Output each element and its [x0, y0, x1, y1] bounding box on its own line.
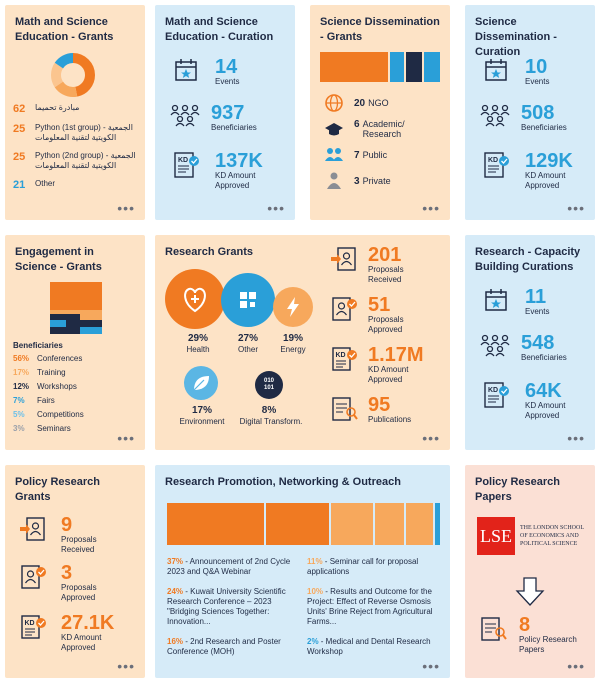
dissemination-stacked-bar	[320, 52, 440, 82]
events-stat	[483, 287, 549, 317]
legend-value: 3	[354, 175, 360, 187]
amount-approved-stat	[19, 613, 121, 653]
calendar-icon	[483, 287, 511, 315]
legend-value: 20	[354, 97, 366, 109]
stat-label: Proposals Approved	[368, 315, 404, 334]
beneficiaries-stat	[479, 103, 567, 133]
legend-value: 17%	[13, 368, 30, 377]
legend-label: Other	[35, 179, 56, 188]
more-options-button[interactable]: •••	[267, 200, 285, 216]
stat-value: 3	[61, 562, 73, 584]
legend-label: Public	[362, 150, 388, 160]
card-title: Math and Science Education - Curation	[165, 16, 274, 43]
card-sci-dissem-grants	[310, 5, 450, 220]
card-title: Policy Research Papers	[475, 476, 560, 503]
kd-badge-text: KD	[488, 157, 499, 164]
legend-value: 21	[13, 179, 26, 191]
person-icon	[324, 171, 344, 191]
events-value: 14	[215, 56, 238, 78]
card-math-curation	[155, 5, 295, 220]
events-stat	[483, 57, 549, 87]
energy-label: Energy	[280, 345, 306, 354]
donut-legend	[13, 103, 139, 191]
people-group-icon	[479, 333, 511, 361]
health-label: Health	[186, 345, 210, 354]
legend-item	[13, 179, 139, 191]
beneficiaries-value: 508	[521, 102, 555, 124]
stat-label: KD Amount Approved	[368, 365, 409, 384]
down-arrow-icon	[515, 577, 545, 607]
item-value: 24%	[167, 587, 184, 596]
card-math-grants	[5, 5, 145, 220]
list-item	[307, 637, 441, 657]
legend-item	[13, 103, 139, 115]
legend-label: Python (1st group) - الجمعية الكويتية لتقنية المعلومات	[35, 123, 133, 142]
legend-value: 62	[13, 103, 26, 115]
lse-logo-text: THE LONDON SCHOOL OF ECONOMICS AND POLITICAL SCIENCE	[520, 525, 584, 547]
card-title: Policy Research Grants	[15, 476, 100, 503]
bar-segment	[435, 503, 440, 545]
events-value: 10	[525, 56, 548, 78]
lse-logo	[477, 517, 588, 555]
promotion-left-list	[167, 557, 299, 657]
kd-document-icon	[330, 345, 358, 373]
item-value: 11%	[307, 557, 323, 566]
leaf-icon	[184, 366, 218, 400]
legend-item	[324, 93, 413, 113]
proposals-received-stat	[19, 515, 121, 555]
people-group-icon	[479, 103, 511, 131]
beneficiaries-label: Beneficiaries	[521, 123, 567, 132]
treemap-block	[50, 314, 80, 320]
papers-stat	[479, 615, 579, 655]
bar-segment	[331, 503, 373, 545]
legend-item	[324, 145, 413, 165]
people-group-icon	[169, 103, 201, 131]
beneficiaries-stat	[169, 103, 257, 133]
legend-label: Python (2nd group) - الجمعية الكويتية لتقنية المعلومات	[35, 151, 136, 170]
item-value: 37%	[167, 557, 184, 566]
binary-code-icon	[255, 371, 283, 399]
item-label: - Results and Outcome for the Project: Effect of Reverse Osmosis Units' Brine Reject from Agricultural Farms...	[307, 587, 433, 626]
amount-value: 64K	[525, 380, 562, 402]
treemap-block	[66, 320, 102, 327]
card-policy-grants	[5, 465, 145, 678]
legend-value: 6	[354, 119, 360, 130]
promotion-stacked-bar	[167, 503, 440, 545]
kd-badge-text: KD	[24, 620, 35, 627]
paper-search-icon	[479, 615, 507, 643]
promotion-right-list	[307, 557, 441, 657]
list-item	[307, 557, 441, 577]
other-label: Other	[237, 345, 258, 354]
digital-value: 8%	[261, 405, 277, 416]
legend-item	[324, 171, 413, 191]
more-options-button[interactable]: •••	[117, 658, 135, 674]
item-label: - Seminar call for proposal applications	[307, 557, 419, 576]
legend-label: Conferences	[37, 354, 83, 363]
amount-stat	[483, 151, 595, 191]
bar-segment	[424, 52, 440, 82]
beneficiaries-stat	[479, 333, 567, 363]
legend-value: 7%	[13, 396, 25, 405]
papers-value: 8	[519, 614, 531, 636]
dissem-legend	[324, 93, 413, 191]
legend-value: 25	[13, 151, 26, 163]
other-bubble	[221, 273, 275, 327]
donut-chart	[50, 52, 96, 98]
card-title: Engagement in Science - Grants	[15, 246, 102, 273]
environment-bubble	[184, 366, 218, 400]
publication-icon	[330, 395, 358, 423]
bar-segment	[266, 503, 329, 545]
bar-segment	[390, 52, 404, 82]
legend-value: 56%	[13, 354, 30, 363]
card-capacity-building	[465, 235, 595, 450]
events-label: Events	[215, 77, 240, 86]
digital-label: Digital Transform.	[239, 417, 303, 426]
legend-label: Fairs	[37, 396, 55, 405]
amount-value: 129K	[525, 150, 573, 172]
kd-badge-text: KD	[488, 387, 499, 394]
legend-item	[13, 123, 139, 143]
kd-document-icon	[483, 151, 511, 179]
legend-label: Private	[362, 176, 391, 186]
kd-document-icon	[19, 613, 47, 641]
more-options-button[interactable]: •••	[117, 200, 135, 216]
stat-value: 27.1K	[61, 612, 115, 634]
people-icon	[324, 145, 344, 165]
stat-value: 51	[368, 294, 391, 316]
legend-label: مبادرة تحميما	[35, 103, 80, 112]
item-value: 10%	[307, 587, 324, 596]
proposals-approved-stat	[330, 295, 428, 335]
legend-item	[13, 382, 139, 392]
amount-value: 137K	[215, 150, 263, 172]
stat-value: 201	[368, 244, 402, 266]
lse-logo-mark: LSE	[477, 517, 515, 555]
events-label: Events	[525, 77, 550, 86]
legend-value: 25	[13, 123, 26, 135]
kd-document-icon	[173, 151, 201, 179]
events-label: Events	[525, 307, 550, 316]
stat-label: Proposals Approved	[61, 583, 97, 602]
legend-item	[13, 151, 139, 171]
grid-blocks-icon	[221, 273, 275, 327]
bar-segment	[406, 52, 422, 82]
legend-label: NGO	[368, 98, 389, 108]
legend-item	[13, 396, 139, 406]
calendar-icon	[173, 57, 201, 85]
card-title: Research - Capacity Building Curations	[475, 246, 581, 273]
environment-value: 17%	[191, 405, 212, 416]
list-item	[307, 587, 441, 627]
legend-item	[324, 119, 413, 139]
legend-label: Seminars	[37, 424, 71, 433]
legend-item	[13, 354, 139, 364]
amount-stat	[483, 381, 595, 421]
treemap-block	[50, 310, 102, 314]
environment-label: Environment	[179, 417, 225, 426]
more-options-button[interactable]: •••	[422, 200, 440, 216]
item-label: - Kuwait University Scientific Research Conference – 2023 "Bridging Sciences Together: Innovation...	[167, 587, 286, 626]
legend-label: Training	[37, 368, 66, 377]
legend-value: 5%	[13, 410, 25, 419]
stat-value: 95	[368, 394, 391, 416]
stat-value: 1.17M	[368, 344, 424, 366]
amount-label: KD Amount Approved	[215, 171, 256, 190]
beneficiaries-value: 937	[211, 102, 245, 124]
beneficiaries-label: Beneficiaries	[211, 123, 257, 132]
lightning-icon	[273, 287, 313, 327]
card-title: Science Dissemination - Grants	[320, 16, 440, 43]
legend-value: 7	[354, 149, 360, 161]
engagement-treemap	[50, 282, 102, 334]
bar-segment	[406, 503, 432, 545]
graduation-cap-icon	[324, 119, 344, 139]
legend-label: Competitions	[37, 410, 84, 419]
stat-label: KD Amount Approved	[61, 633, 102, 652]
proposals-received-stat	[330, 245, 428, 285]
globe-icon	[324, 93, 344, 113]
treemap-block	[80, 314, 102, 320]
legend-label: Workshops	[37, 382, 77, 391]
legend-label: Academic/ Research	[362, 119, 405, 139]
treemap-block	[50, 327, 80, 334]
amount-label: KD Amount Approved	[525, 401, 566, 420]
stat-label: Proposals Received	[61, 535, 97, 554]
list-item	[167, 637, 299, 657]
item-label: - Announcement of 2nd Cycle 2023 and Q&A Webinar	[167, 557, 291, 576]
item-value: 2%	[307, 637, 319, 646]
energy-bubble	[273, 287, 313, 327]
legend-item	[13, 410, 139, 420]
more-options-button[interactable]: •••	[567, 658, 585, 674]
card-sci-dissem-curation	[465, 5, 595, 220]
stat-label: Proposals Received	[368, 265, 404, 284]
card-policy-papers	[465, 465, 595, 678]
health-bubble	[165, 269, 225, 329]
item-label: - Medical and Dental Research Workshop	[307, 637, 431, 656]
card-promotion	[155, 465, 450, 678]
bar-segment	[375, 503, 404, 545]
events-stat	[173, 57, 239, 87]
more-options-button[interactable]: •••	[117, 430, 135, 446]
papers-label: Policy Research Papers	[519, 635, 577, 654]
treemap-block	[50, 282, 102, 310]
stat-label: Publications	[368, 415, 412, 424]
health-value: 29%	[187, 333, 208, 344]
item-label: - 2nd Research and Poster Conference (MOH)	[167, 637, 281, 656]
card-title: Math and Science Education - Grants	[15, 16, 114, 43]
item-value: 16%	[167, 637, 184, 646]
legend-item	[13, 368, 139, 378]
legend-value: 12%	[13, 382, 30, 391]
events-value: 11	[525, 286, 547, 308]
legend-value: 3%	[13, 424, 25, 433]
list-item	[167, 557, 299, 577]
amount-label: KD Amount Approved	[525, 171, 566, 190]
card-title: Research Promotion, Networking & Outreach	[165, 476, 401, 488]
bar-segment	[167, 503, 264, 545]
proposals-approved-stat	[19, 563, 121, 603]
heart-plus-icon	[165, 269, 225, 329]
list-item	[167, 587, 299, 627]
more-options-button[interactable]: •••	[567, 200, 585, 216]
other-value: 27%	[237, 333, 258, 344]
amount-approved-stat	[330, 345, 428, 385]
treemap-block	[80, 327, 102, 334]
card-research-grants	[155, 235, 450, 450]
beneficiaries-label: Beneficiaries	[521, 353, 567, 362]
card-engagement	[5, 235, 145, 450]
stat-value: 9	[61, 514, 73, 536]
bar-segment	[320, 52, 388, 82]
kd-badge-text: KD	[335, 352, 346, 359]
kd-badge-text: KD	[178, 157, 189, 164]
energy-value: 19%	[282, 333, 303, 344]
more-options-button[interactable]: •••	[422, 658, 440, 674]
proposal-approved-icon	[19, 563, 47, 591]
beneficiaries-value: 548	[521, 332, 555, 354]
proposal-received-icon	[19, 515, 47, 543]
more-options-button[interactable]: •••	[422, 430, 440, 446]
amount-stat	[173, 151, 285, 191]
proposal-approved-icon	[330, 295, 358, 323]
more-options-button[interactable]: •••	[567, 430, 585, 446]
publications-stat	[330, 395, 428, 425]
calendar-icon	[483, 57, 511, 85]
card-title: Research Grants	[165, 246, 254, 258]
binary-text: 010 101	[263, 378, 274, 391]
engagement-legend	[13, 341, 139, 438]
proposal-received-icon	[330, 245, 358, 273]
treemap-block	[50, 320, 66, 327]
card-title: Science Dissemination - Curation	[475, 16, 557, 58]
beneficiaries-heading: Beneficiaries	[13, 341, 63, 350]
kd-document-icon	[483, 381, 511, 409]
